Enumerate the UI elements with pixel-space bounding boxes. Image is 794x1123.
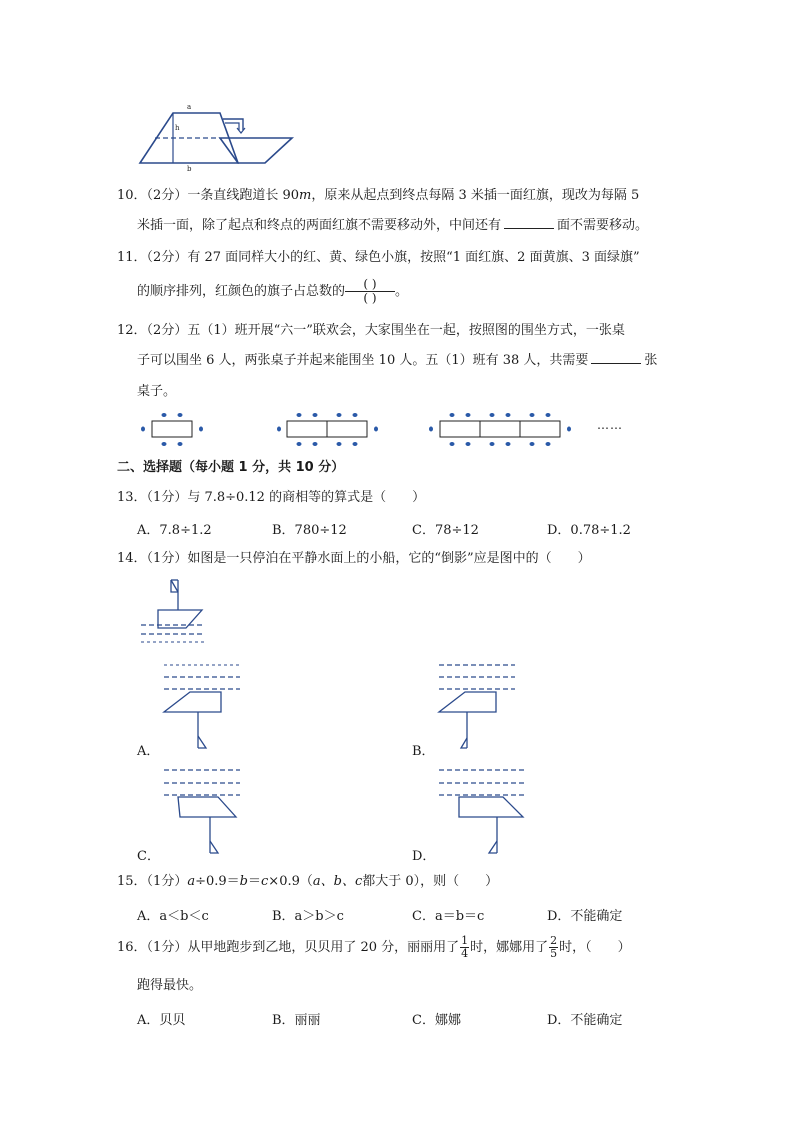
q13-option-a[interactable]: A．7.8÷1.2 [137,523,212,538]
answer-blank[interactable] [591,351,641,364]
figure-label-a: a [187,103,192,111]
q10-line2: 米插一面，除了起点和终点的两面红旗不需要移动外，中间还有 面不需要移动。 [137,218,649,233]
answer-blank[interactable] [504,216,554,229]
q15-option-b[interactable]: B．a＞b＞c [272,909,344,924]
q14-option-c[interactable]: C． [137,849,160,864]
boat-on-water-figure [138,578,208,654]
seating-ellipsis: …… [597,418,623,432]
q15-option-a[interactable]: A．a＜b＜c [137,909,209,924]
reflection-option-d-figure [435,765,530,860]
three-tables-seating [428,412,578,448]
q15-option-c[interactable]: C．a＝b＝c [412,909,485,924]
q12-line1: 12．（2分）五（1）班开展“六一”联欢会，大家围坐在一起，按照图的围坐方式，一张桌 [117,323,625,338]
reflection-option-c-figure [160,765,245,860]
q11-line1: 11．（2分）有 27 面同样大小的红、黄、绿色小旗，按照“1 面红旗、2 面黄旗、3 面绿旗” [117,250,640,265]
q10-line1: 10．（2分）一条直线跑道长 90m，原来从起点到终点每隔 3 米插一面红旗，现改为每隔 5 [117,188,640,203]
q11-line2: 的顺序排列，红颜色的旗子占总数的 $\frac{( )}{( )}$。 [137,277,409,305]
q13-option-d[interactable]: D．0.78÷1.2 [547,523,631,538]
q13-option-c[interactable]: C．78÷12 [412,523,479,538]
q13-stem: 13．（1分）与 7.8÷0.12 的商相等的算式是（ ） [117,490,426,505]
q15-option-d[interactable]: D．不能确定 [547,909,623,924]
q16-option-d[interactable]: D．不能确定 [547,1013,623,1028]
q14-stem: 14．（1分）如图是一只停泊在平静水面上的小船，它的“倒影”应是图中的（ ） [117,551,591,566]
one-table-seating [140,412,210,448]
q14-option-b[interactable]: B． [412,744,435,759]
q16-stem-line1: 16．（1分）从甲地跑步到乙地，贝贝用了 20 分，丽丽用了 $\frac{1}{4}$ 时，娜娜用了 $\frac{2}{5}$ 时，（ ） [117,934,631,960]
figure-label-h: h [175,124,180,132]
q16-stem-line2: 跑得最快。 [137,978,203,993]
trapezoid-to-parallelogram-figure [135,100,295,173]
q12-line3: 桌子。 [137,384,177,399]
section-heading: 二、选择题（每小题 1 分，共 10 分） [117,460,345,475]
q16-option-b[interactable]: B．丽丽 [272,1013,321,1028]
fraction-two-fifths: $\frac{2}{5}$ [550,934,558,960]
two-tables-seating [277,412,387,448]
reflection-option-b-figure [435,660,520,755]
q16-option-a[interactable]: A．贝贝 [137,1013,186,1028]
q14-option-d[interactable]: D． [412,849,436,864]
answer-fraction-blank[interactable]: $\frac{( )}{( )}$ [345,278,395,305]
reflection-option-a-figure [160,660,245,755]
figure-label-b: b [187,165,192,173]
fraction-one-quarter: $\frac{1}{4}$ [461,934,469,960]
q16-option-c[interactable]: C．娜娜 [412,1013,461,1028]
q15-stem: 15．（1分）a÷0.9＝b＝c×0.9（a、b、c都大于 0），则（ ） [117,874,499,889]
q13-option-b[interactable]: B．780÷12 [272,523,347,538]
q12-line2: 子可以围坐 6 人，两张桌子并起来能围坐 10 人。五（1）班有 38 人，共需要 张 [137,353,658,368]
q14-option-a[interactable]: A． [137,744,160,759]
